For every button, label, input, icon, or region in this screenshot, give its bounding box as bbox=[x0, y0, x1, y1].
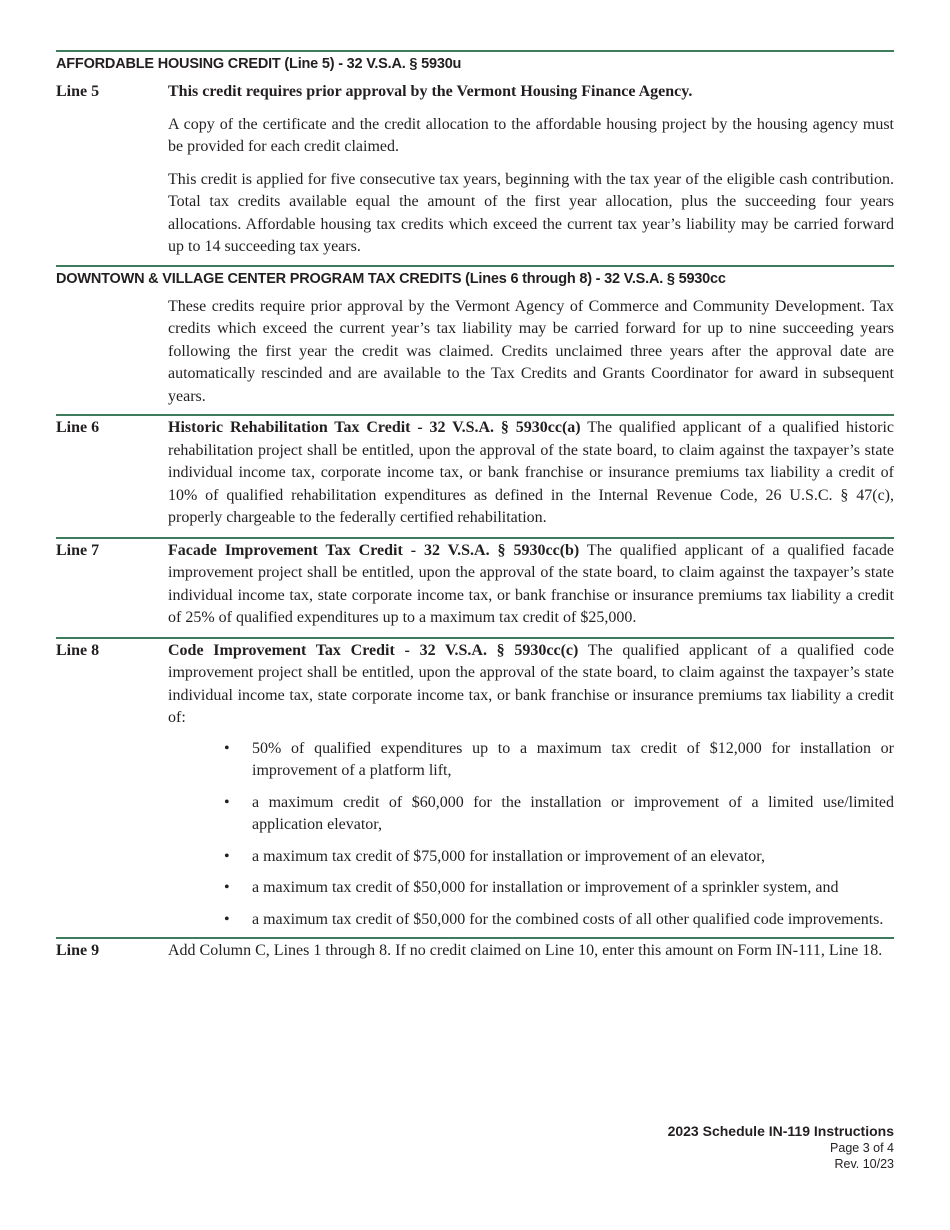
line-5-lead: This credit requires prior approval by the Vermont Housing Finance Agency. bbox=[168, 83, 693, 100]
list-item: • a maximum tax credit of $50,000 for the combined costs of all other qualified code improvements. bbox=[224, 909, 894, 932]
downtown-intro: These credits require prior approval by the Vermont Agency of Commerce and Community Development. Tax credits which exceed the current year’s tax liability may be carried forward for up to nine succeeding years following the first year the credit was claimed. Credits unclaimed three years after the approval date are automatically rescinded and are available to the Tax Credits and Grants Coordinator for award in subsequent years. bbox=[168, 297, 894, 405]
line-8-row bbox=[56, 639, 894, 730]
list-item: • 50% of qualified expenditures up to a maximum tax credit of $12,000 for installation or improvement of a platform lift, bbox=[224, 738, 894, 783]
line-6-text: Historic Rehabilitation Tax Credit - 32 V.S.A. § 5930cc(a) The qualified applicant of a qualified historic rehabilitation project shall be entitled, upon the approval of the state board, to claim against the taxpayer’s state individual income tax, corporate income tax, or bank franchise or insurance premiums tax liability a credit of 10% of qualified rehabilitation expenditures as defined in the Internal Revenue Code, 26 U.S.C. § 47(c), properly chargeable to the federally certified rehabilitation. bbox=[168, 419, 894, 526]
line-7-label: Line 7 bbox=[56, 541, 100, 559]
line-8-label: Line 8 bbox=[56, 641, 100, 659]
footer-revision: Rev. 10/23 bbox=[834, 1157, 894, 1171]
downtown-intro-row bbox=[56, 296, 894, 415]
line-9-label: Line 9 bbox=[56, 942, 100, 959]
downtown-village-heading: DOWNTOWN & VILLAGE CENTER PROGRAM TAX CREDITS (Lines 6 through 8) - 32 V.S.A. § 5930cc bbox=[56, 265, 894, 289]
footer-page-number: Page 3 of 4 bbox=[830, 1141, 894, 1155]
bullet-glyph: • bbox=[224, 879, 230, 896]
line-7-row bbox=[56, 539, 894, 637]
list-item: • a maximum tax credit of $50,000 for installation or improvement of a sprinkler system, and bbox=[224, 877, 894, 900]
line-5-label: Line 5 bbox=[56, 83, 100, 100]
list-item: • a maximum tax credit of $75,000 for installation or improvement of an elevator, bbox=[224, 846, 894, 869]
bullet-glyph: • bbox=[224, 910, 230, 928]
line-9-text: Add Column C, Lines 1 through 8. If no credit claimed on Line 10, enter this amount on Form IN-111, Line 18. bbox=[168, 942, 883, 959]
bullet-glyph: • bbox=[224, 847, 230, 865]
document-page bbox=[56, 50, 894, 972]
line-5-para-1: A copy of the certificate and the credit allocation to the affordable housing project by the housing agency must be provided for each credit claimed. bbox=[168, 115, 894, 155]
line-8-text: Code Improvement Tax Credit - 32 V.S.A. § 5930cc(c) The qualified applicant of a qualified code improvement project shall be entitled, upon the approval of the state board, to claim against the taxpayer’s state individual income tax, state corporate income tax, or bank franchise or insurance premiums tax liability a credit of: bbox=[168, 641, 895, 726]
affordable-housing-heading: AFFORDABLE HOUSING CREDIT (Line 5) - 32 V.S.A. § 5930u bbox=[56, 50, 894, 74]
line-6-row bbox=[56, 416, 894, 537]
list-item: • a maximum credit of $60,000 for the installation or improvement of a limited use/limited application elevator, bbox=[224, 792, 894, 837]
line-5-para-2: This credit is applied for five consecutive tax years, beginning with the tax year of the eligible cash contribution. Total tax credits available equal the amount of the first year allocation, plus the succeeding four years allocations. Affordable housing tax credits which exceed the current tax year’s liability may be carried forward up to 14 succeeding tax years. bbox=[168, 170, 894, 255]
line-6-label: Line 6 bbox=[56, 419, 100, 436]
bullet-glyph: • bbox=[224, 793, 230, 811]
line-5-row bbox=[56, 81, 894, 265]
bullet-glyph: • bbox=[224, 739, 230, 757]
footer-title: 2023 Schedule IN-119 Instructions bbox=[667, 1123, 894, 1139]
line-8-bullet-list bbox=[168, 738, 894, 932]
line-9-row bbox=[56, 939, 894, 972]
page-footer bbox=[668, 1122, 894, 1172]
line-7-text: Facade Improvement Tax Credit - 32 V.S.A. § 5930cc(b) The qualified applicant of a qualified facade improvement project shall be entitled, upon the approval of the state board, to claim against the taxpayer’s state individual income tax, state corporate income tax, or bank franchise or insurance premiums tax liability a credit of 25% of qualified expenditures up to a maximum tax credit of $25,000. bbox=[168, 541, 895, 626]
